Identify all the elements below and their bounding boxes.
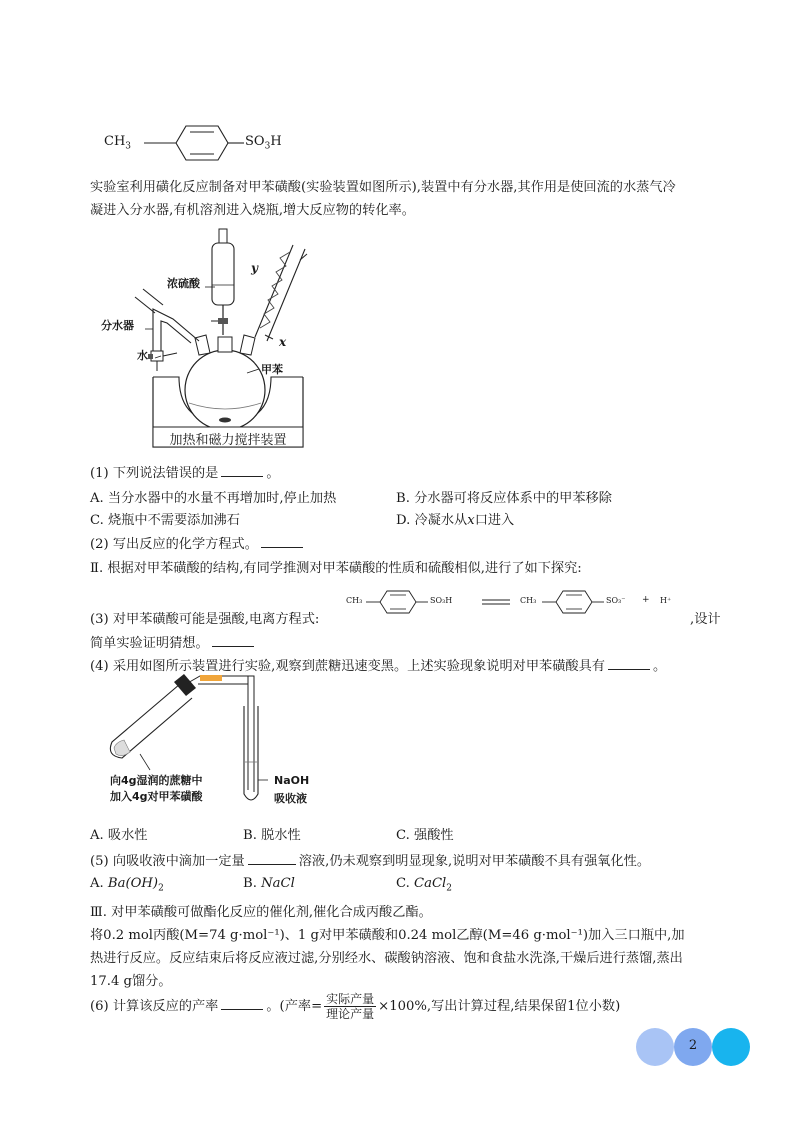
q3-tail: ,设计 [690, 612, 721, 627]
q5-option-a[interactable]: A. $Ba(OH)_2$ [90, 876, 164, 894]
eq-proton: H⁺ [660, 596, 672, 605]
q3-line2-text: 简单实验证明猜想。 [90, 636, 209, 651]
part3-line-2: 将0.2 mol丙酸(M=74 g·mol⁻¹)、1 g对甲苯磺酸和0.24 mol乙醇(M=46 g·mol⁻¹)加入三口瓶中,加 [90, 928, 685, 943]
label-y: y [251, 261, 258, 275]
label-conc-sulfuric-acid: 浓硫酸 [167, 277, 200, 290]
q6-stem-mid: 。(产率= [266, 999, 323, 1014]
q3-line2 [90, 632, 257, 651]
label-naoh-1: NaOH [274, 774, 310, 787]
q3-ionization-equation [344, 588, 694, 618]
ch3-sub: 3 [125, 141, 132, 152]
q6-stem-end: ×100%,写出计算过程,结果保留1位小数) [378, 999, 621, 1014]
eq-right-so3: SO₃⁻ [606, 596, 626, 605]
q5-stem [90, 850, 650, 869]
q5-option-b[interactable]: B. NaCl [243, 876, 295, 891]
q4-answer-blank[interactable] [608, 657, 650, 670]
label-water: 水 [137, 349, 148, 362]
so3h-tail: H [270, 134, 282, 149]
page-number-badge [636, 1028, 752, 1066]
yield-fraction [324, 992, 376, 1021]
q5-stem-text: (5) 向吸收液中滴加一定量 [90, 854, 245, 869]
part3-line-1: Ⅲ. 对甲苯磺酸可做酯化反应的催化剂,催化合成丙酸乙酯。 [90, 905, 432, 920]
q1-answer-blank[interactable] [221, 464, 263, 477]
q1-option-c[interactable]: C. 烧瓶中不需要添加沸石 [90, 513, 240, 528]
yield-fraction-numerator: 实际产量 [326, 992, 375, 1006]
page-number: 2 [688, 1038, 698, 1053]
so3h-label: SO [245, 134, 265, 149]
q2-stem [90, 533, 306, 552]
q4-option-a[interactable]: A. 吸水性 [90, 828, 148, 843]
part3-line-4: 17.4 g馏分。 [90, 974, 172, 989]
q4-option-c[interactable]: C. 强酸性 [396, 828, 454, 843]
q2-answer-blank[interactable] [261, 535, 303, 548]
q3-answer-blank[interactable] [212, 634, 254, 647]
intro-line-1: 实验室利用磺化反应制备对甲苯磺酸(实验装置如图所示),装置中有分水器,其作用是使回流的水蒸气冷 [90, 180, 676, 195]
q4-option-b[interactable]: B. 脱水性 [243, 828, 301, 843]
badge-circle-light [636, 1028, 674, 1066]
q5-answer-blank[interactable] [248, 852, 296, 865]
q1-stem-end: 。 [266, 466, 280, 481]
eq-right-ch3: CH₃ [520, 596, 537, 605]
sucrose-experiment-figure [100, 670, 330, 810]
q4-stem-text: (4) 采用如图所示装置进行实验,观察到蔗糖迅速变黑。上述实验现象说明对甲苯磺酸具有 [90, 659, 605, 674]
apparatus-figure [95, 225, 325, 455]
q5-option-c[interactable]: C. CaCl$_2$ [396, 876, 453, 894]
q6-stem [90, 992, 620, 1021]
label-x: x [279, 335, 287, 349]
q2-stem-text: (2) 写出反应的化学方程式。 [90, 537, 258, 552]
eq-left-ch3: CH₃ [346, 596, 363, 605]
q6-answer-blank[interactable] [221, 997, 263, 1010]
q1-stem [90, 462, 280, 481]
reflux-apparatus-drawing [95, 225, 325, 455]
apparatus-caption: 加热和磁力搅拌装置 [169, 433, 287, 448]
q4-stem-end: 。 [653, 659, 667, 674]
q3-stem: (3) 对甲苯磺酸可能是强酸,电离方程式: [90, 612, 320, 627]
part3-line-3: 热进行反应。反应结束后将反应液过滤,分别经水、碳酸钠溶液、饱和食盐水洗涤,干燥后进行蒸馏,蒸出 [90, 951, 683, 966]
q6-stem-text: (6) 计算该反应的产率 [90, 999, 219, 1014]
ch3-label: CH [104, 134, 126, 149]
part2-intro: Ⅱ. 根据对甲苯磺酸的结构,有同学推测对甲苯磺酸的性质和硫酸相似,进行了如下探究: [90, 561, 582, 576]
eq-left-so3h: SO₃H [430, 596, 453, 605]
badge-circle-dark [712, 1028, 750, 1066]
eq-plus: + [642, 595, 650, 605]
q1-stem-text: (1) 下列说法错误的是 [90, 466, 219, 481]
q1-option-a[interactable]: A. 当分水器中的水量不再增加时,停止加热 [90, 491, 337, 506]
label-sucrose-2: 加入4g对甲苯磺酸 [110, 790, 203, 803]
so3h-sub: 3 [264, 141, 271, 152]
q1-option-b[interactable]: B. 分水器可将反应体系中的甲苯移除 [396, 491, 612, 506]
top-structure [104, 118, 304, 168]
label-toluene: 甲苯 [261, 363, 283, 376]
q1-option-d[interactable]: D. 冷凝水从x口进入 [396, 513, 515, 528]
yield-fraction-denominator: 理论产量 [326, 1007, 375, 1021]
label-sucrose-1: 向4g湿润的蔗糖中 [110, 774, 203, 787]
label-naoh-2: 吸收液 [274, 792, 307, 805]
q5-stem-end: 溶液,仍未观察到明显现象,说明对甲苯磺酸不具有强氧化性。 [298, 854, 651, 869]
intro-line-2: 凝进入分水器,有机溶剂进入烧瓶,增大反应物的转化率。 [90, 203, 415, 218]
label-water-separator: 分水器 [101, 319, 134, 332]
